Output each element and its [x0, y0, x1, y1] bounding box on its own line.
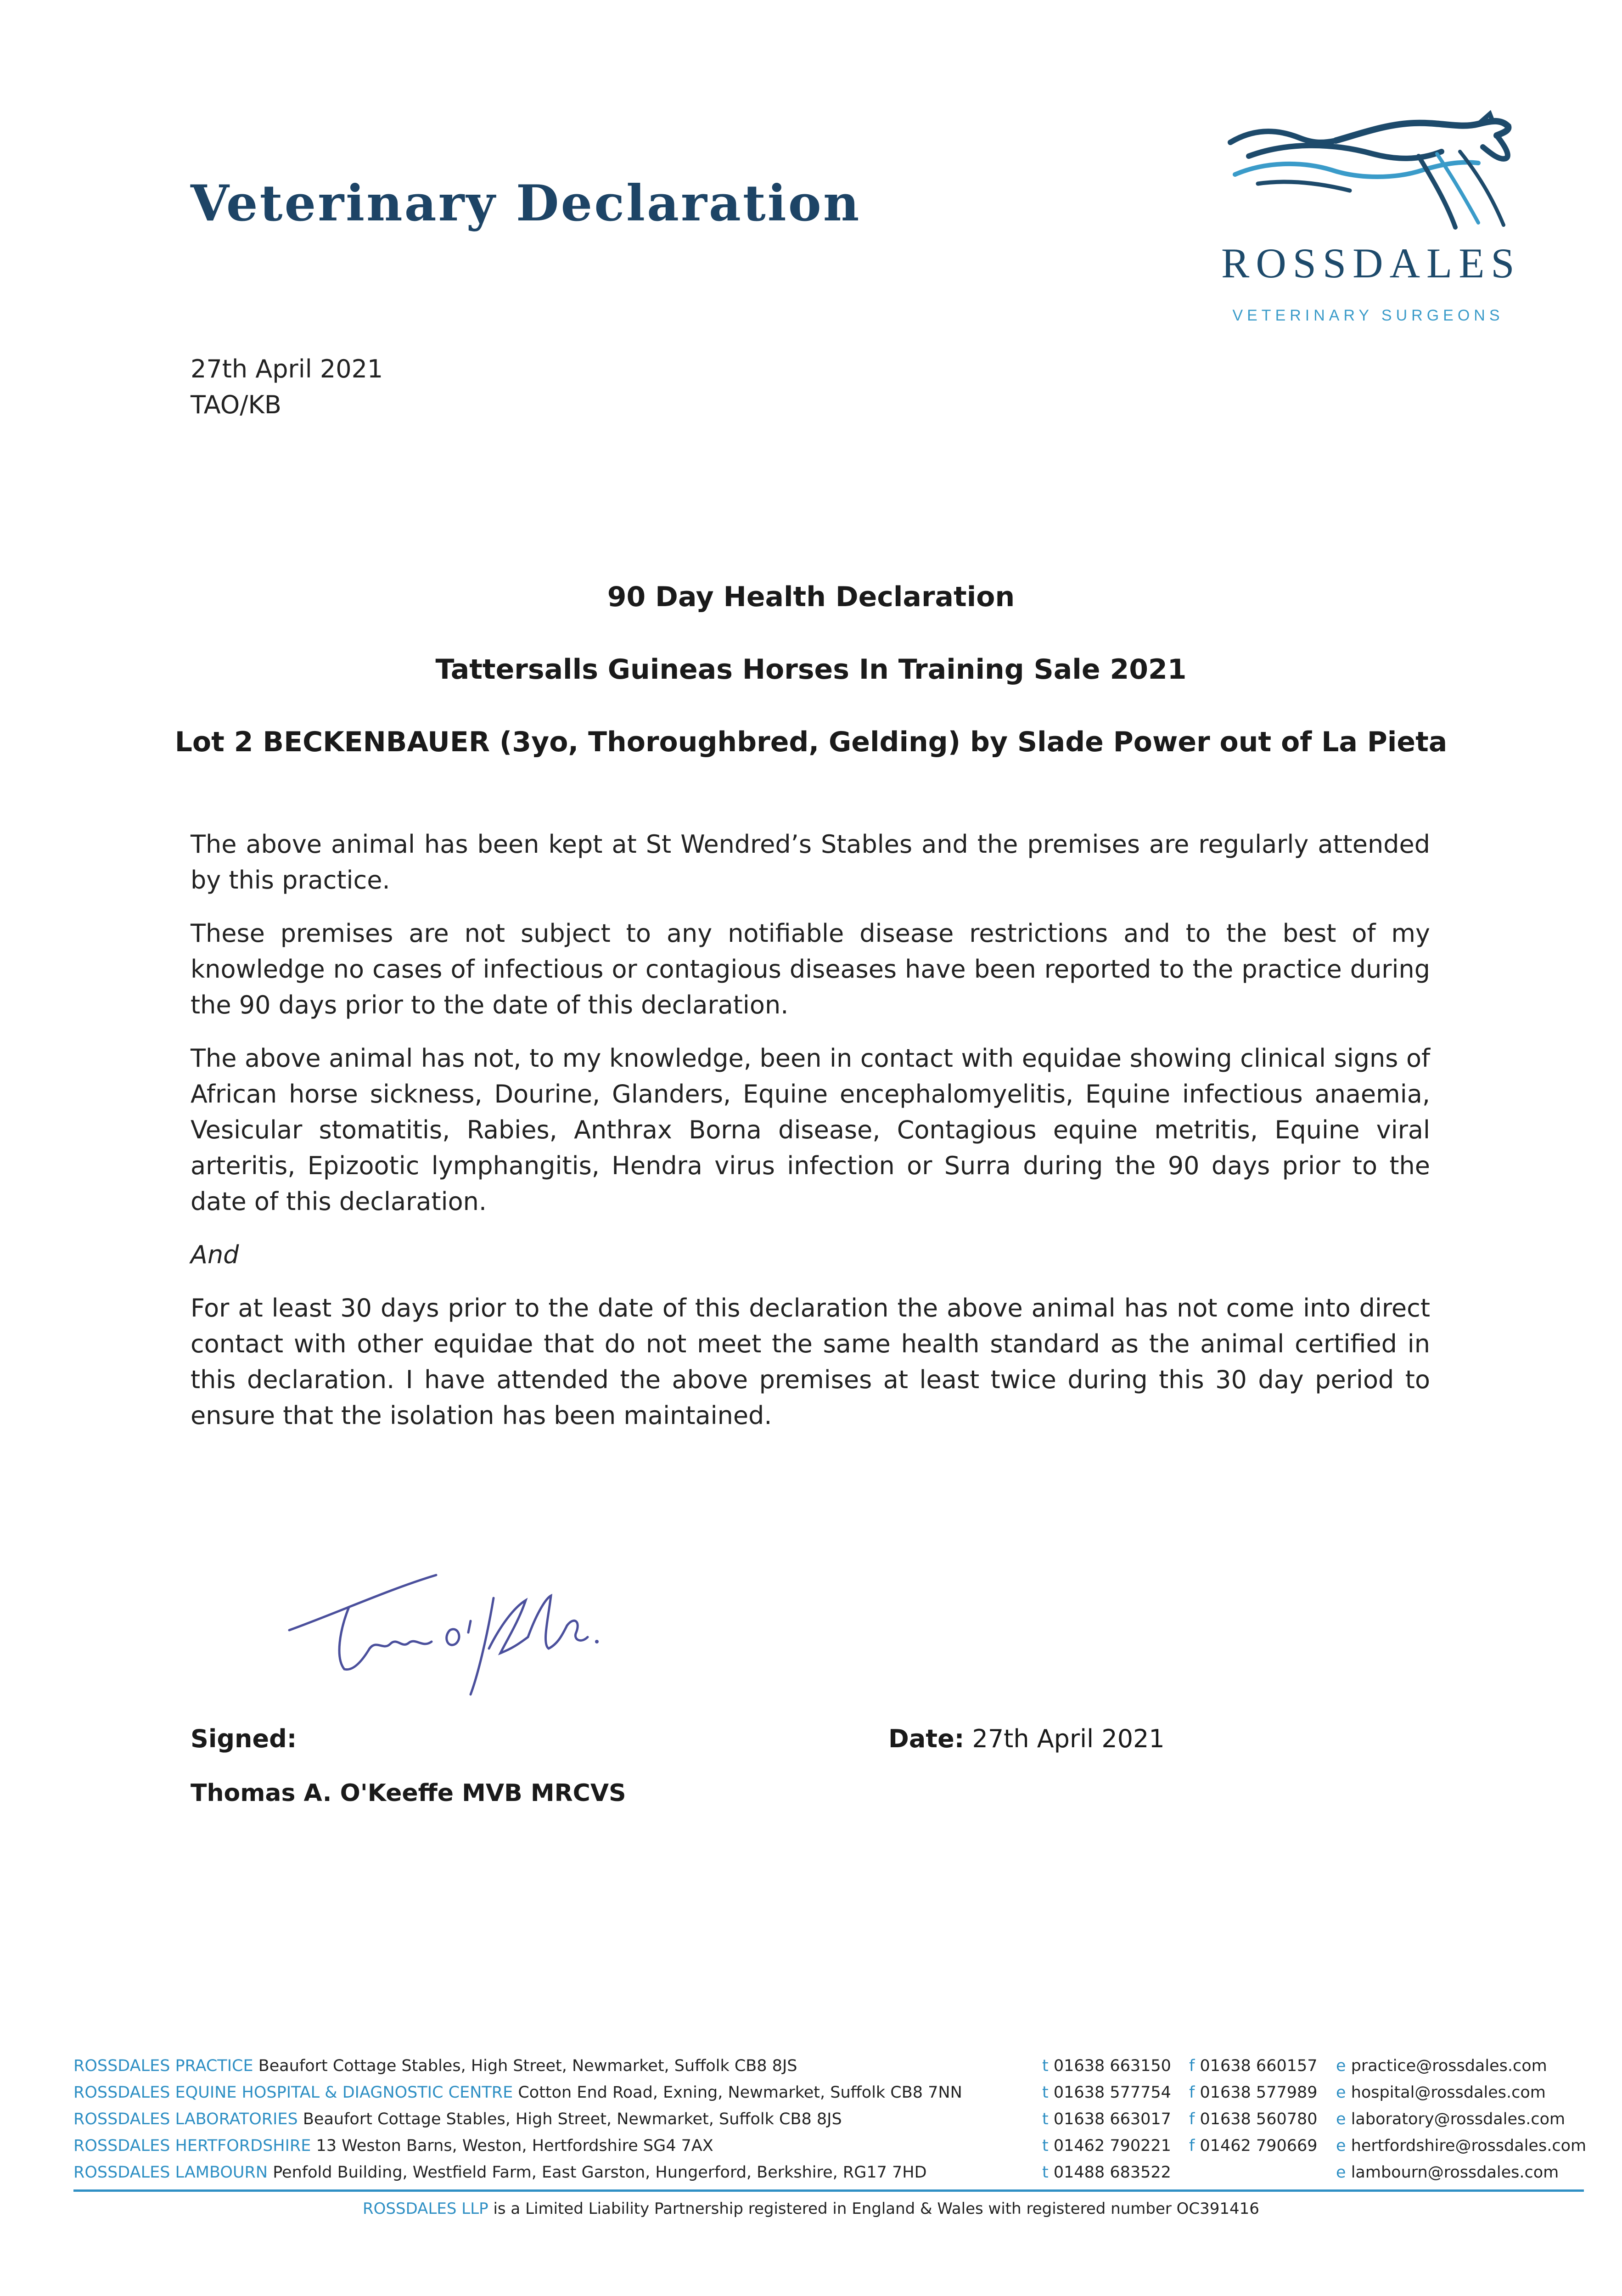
footer-office-address: Beaufort Cottage Stables, High Street, Newmarket, Suffolk CB8 8JS: [258, 2057, 797, 2075]
footer-row: ROSSDALES LABORATORIES Beaufort Cottage Stables, High Street, Newmarket, Suffolk CB8 8JS t 01638 663017 f 01638 560780 e laboratory@rossdales.com: [73, 2110, 1566, 2128]
footer-contacts: [73, 2053, 1588, 2186]
footer-phone: 01638 577754: [1053, 2083, 1171, 2102]
footer-row: ROSSDALES PRACTICE Beaufort Cottage Stables, High Street, Newmarket, Suffolk CB8 8JS t 01638 663150 f 01638 660157 e practice@rossdales.com: [73, 2057, 1547, 2075]
heading-sale: Tattersalls Guineas Horses In Training Sale 2021: [435, 653, 1187, 686]
footer-office-name: ROSSDALES LAMBOURN: [73, 2163, 268, 2182]
llp-name: ROSSDALES LLP: [363, 2200, 488, 2218]
footer-phone: 01462 790221: [1053, 2137, 1171, 2155]
footer-office-name: ROSSDALES PRACTICE: [73, 2057, 253, 2075]
rossdales-logo: [1221, 110, 1521, 335]
date-label: Date:: [888, 1724, 965, 1753]
footer-llp-notice: [0, 2200, 1622, 2218]
logo-subtitle: VETERINARY SURGEONS: [1232, 307, 1504, 324]
footer-office-name: ROSSDALES LABORATORIES: [73, 2110, 298, 2128]
horse-logo-icon: [1221, 110, 1515, 234]
footer-phone: 01638 663017: [1053, 2110, 1171, 2128]
footer-office-address: 13 Weston Barns, Weston, Hertfordshire SG4 7AX: [316, 2137, 713, 2155]
paragraph-isolation: For at least 30 days prior to the date of this declaration the above animal has not come into direct contact with other equidae that do not meet the same health standard as the animal certified in this declaration. I have attended the above premises at least twice during this 30 day period to ensure that the isolation has been maintained.: [191, 1294, 1430, 1430]
signer-name: Thomas A. O'Keeffe MVB MRCVS: [191, 1779, 626, 1807]
logo-brand: ROSSDALES: [1221, 240, 1521, 287]
document-meta: [191, 351, 383, 423]
document-date: 27th April 2021: [191, 355, 383, 383]
signed-label: Signed:: [191, 1724, 297, 1753]
heading-declaration: 90 Day Health Declaration: [607, 581, 1015, 613]
footer-row: ROSSDALES EQUINE HOSPITAL & DIAGNOSTIC CENTRE Cotton End Road, Exning, Newmarket, Suffolk CB8 7NN t 01638 577754 f 01638 577989 e hospital@rossdales.com: [73, 2083, 1546, 2102]
footer-email[interactable]: laboratory@rossdales.com: [1351, 2110, 1566, 2128]
footer-office-address: Penfold Building, Westfield Farm, East Garston, Hungerford, Berkshire, RG17 7HD: [273, 2163, 927, 2182]
footer-email[interactable]: hospital@rossdales.com: [1351, 2083, 1546, 2102]
footer-fax: 01638 560780: [1200, 2110, 1318, 2128]
date-value: 27th April 2021: [972, 1724, 1165, 1753]
paragraph-restrictions: These premises are not subject to any notifiable disease restrictions and to the best of my knowledge no cases of infectious or contagious diseases have been reported to the practice during the 90 days prior to the date of this declaration.: [191, 919, 1430, 1019]
footer-fax: 01462 790669: [1200, 2137, 1318, 2155]
heading-lot: Lot 2 BECKENBAUER (3yo, Thoroughbred, Gelding) by Slade Power out of La Pieta: [174, 726, 1448, 758]
footer-email[interactable]: practice@rossdales.com: [1351, 2057, 1547, 2075]
footer-email[interactable]: lambourn@rossdales.com: [1351, 2163, 1559, 2182]
footer-email[interactable]: hertfordshire@rossdales.com: [1351, 2137, 1587, 2155]
footer-fax: 01638 660157: [1200, 2057, 1318, 2075]
footer-office-address: Cotton End Road, Exning, Newmarket, Suffolk CB8 7NN: [518, 2083, 962, 2102]
footer-office-name: ROSSDALES EQUINE HOSPITAL & DIAGNOSTIC CENTRE: [73, 2083, 513, 2102]
document-reference: TAO/KB: [191, 390, 281, 419]
paragraph-and: And: [191, 1240, 239, 1269]
footer-row: ROSSDALES LAMBOURN Penfold Building, Westfield Farm, East Garston, Hungerford, Berkshire, RG17 7HD t 01488 683522 e lambourn@rossdales.com: [73, 2163, 1559, 2182]
footer-office-name: ROSSDALES HERTFORDSHIRE: [73, 2137, 311, 2155]
footer-divider: [73, 2189, 1584, 2192]
paragraph-premises: The above animal has been kept at St Wendred’s Stables and the premises are regularly attended by this practice.: [191, 830, 1430, 895]
footer-fax: 01638 577989: [1200, 2083, 1318, 2102]
paragraph-contact: The above animal has not, to my knowledge, been in contact with equidae showing clinical signs of African horse sickness, Dourine, Glanders, Equine encephalomyelitis, Equine infectious anaemia, Vesicular stomatitis, Rabies, Anthrax Borna disease, Contagious equine metritis, Equine viral arteritis, Epizootic lymphangitis, Hendra virus infection or Surra during the 90 days prior to the date of this declaration.: [191, 1044, 1430, 1216]
signature-date: [888, 1724, 1165, 1753]
footer-row: ROSSDALES HERTFORDSHIRE 13 Weston Barns, Weston, Hertfordshire SG4 7AX t 01462 790221 f 01462 790669 e hertfordshire@rossdales.com: [73, 2137, 1587, 2155]
declaration-body: [191, 827, 1430, 1451]
footer-phone: 01488 683522: [1053, 2163, 1171, 2182]
handwritten-signature: [285, 1557, 615, 1713]
llp-text: is a Limited Liability Partnership registered in England & Wales with registered number OC391416: [493, 2200, 1259, 2218]
document-title: Veterinary Declaration: [191, 174, 861, 232]
footer-phone: 01638 663150: [1053, 2057, 1171, 2075]
footer-office-address: Beaufort Cottage Stables, High Street, Newmarket, Suffolk CB8 8JS: [303, 2110, 842, 2128]
